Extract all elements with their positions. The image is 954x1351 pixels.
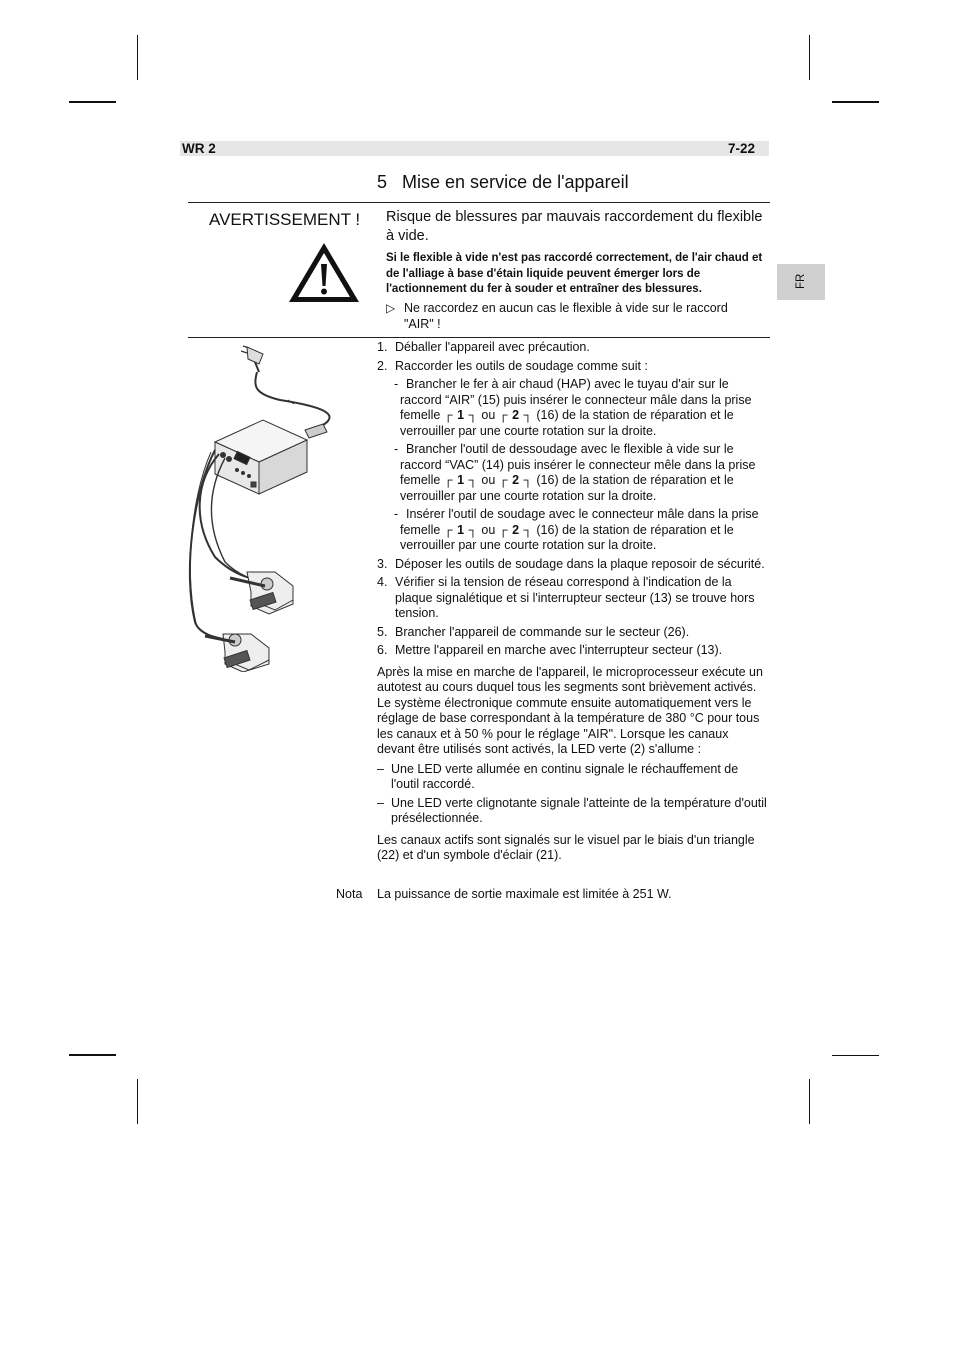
autotest-paragraph: Après la mise en marche de l'appareil, le microprocesseur exécute un autotest au cours duquel tous les segments sont brièvement activés. Le système électronique commute ensuite automatiquement vers le réglage de base correspondant à la température de 380 °C pour tous les canaux et à 50 % pour le réglage "AIR". Lorsque les canaux devant être utilisés sont activés, la LED verte (2) s'allume : (377, 664, 763, 756)
instruction-content (377, 340, 769, 868)
step-item (377, 643, 769, 659)
section-number: 5 (377, 172, 388, 192)
crop-mark (69, 1054, 116, 1056)
step-number: 2. (377, 358, 388, 373)
step-item (377, 557, 769, 573)
socket-1-label: ┌ 1 ┐ (443, 522, 478, 537)
led-bullet (377, 762, 769, 793)
step-item (377, 575, 769, 622)
step-text: Brancher l'appareil de commande sur le secteur (26). (395, 624, 690, 639)
crop-mark (137, 1079, 138, 1124)
section-title-text: Mise en service de l'appareil (402, 172, 629, 192)
step-item (377, 625, 769, 641)
bullet-dash: – (377, 795, 384, 810)
crop-mark (809, 35, 810, 80)
bullet-text: Une LED verte clignotante signale l'atteinte de la température d'outil présélectionnée. (391, 795, 767, 825)
substep-text: Brancher le fer à air chaud (HAP) avec le tuyau d'air sur le raccord “AIR” (15) puis insérer le connecteur mâle dans la prise femelle (400, 377, 752, 422)
substep-dash: - (394, 507, 399, 521)
section-title (377, 172, 629, 193)
socket-or: ou (481, 473, 496, 487)
step-number: 1. (377, 340, 388, 354)
socket-1-label: ┌ 1 ┐ (443, 473, 478, 487)
substep-text: (16) de la station de réparation et le verrouiller par une courte rotation sur la droite. (400, 473, 734, 503)
bullet-dash: – (377, 761, 384, 776)
substep-dash: - (394, 377, 399, 391)
language-tab (777, 264, 825, 300)
step-item (377, 359, 769, 375)
step-text: Déposer les outils de soudage dans la plaque reposoir de sécurité. (395, 556, 765, 571)
bullet-text: Une LED verte allumée en continu signale le réchauffement de l'outil raccordé. (391, 761, 739, 791)
step-number: 3. (377, 556, 388, 571)
socket-2-label: ┌ 2 ┐ (498, 522, 533, 537)
step-text: Mettre l'appareil en marche avec l'interrupteur secteur (13). (395, 643, 723, 657)
step-text: Déballer l'appareil avec précaution. (395, 340, 590, 354)
triangle-right-icon: ▷ (386, 301, 396, 315)
socket-2-label: ┌ 2 ┐ (498, 473, 533, 487)
step-item (377, 340, 769, 356)
substep-text: Insérer l'outil de soudage avec le connecteur mâle dans la prise femelle (400, 507, 759, 537)
header-model: WR 2 (182, 141, 216, 156)
warning-description: Si le flexible à vide n'est pas raccordé correctement, de l'air chaud et de l'alliage à base d'étain liquide peuvent émerger lors de l'actionnement du fer à souder et entraîner des blessures. (386, 252, 763, 295)
socket-1-label: ┌ 1 ┐ (443, 408, 478, 422)
step-text: Vérifier si la tension de réseau correspond à l'indication de la plaque signalétique et si l'interrupteur secteur (13) se trouve hors tension. (395, 575, 755, 620)
led-bullet (377, 796, 769, 827)
step-number: 4. (377, 575, 388, 589)
step-number: 5. (377, 624, 388, 639)
tool-holder (205, 634, 269, 672)
crop-mark (832, 1055, 879, 1056)
channels-paragraph: Les canaux actifs sont signalés sur le visuel par le biais d'un triangle (22) et d'un symbole d'éclair (21). (377, 832, 755, 862)
crop-mark (809, 1079, 810, 1124)
substep-item (377, 377, 769, 439)
page-header (180, 141, 769, 156)
socket-2-label: ┌ 2 ┐ (498, 408, 533, 422)
warning-title: Risque de blessures par mauvais raccordement du flexible à vide. (386, 209, 763, 244)
substep-item (377, 507, 769, 554)
language-tab-label: FR (795, 273, 807, 289)
mains-plug-icon (241, 346, 263, 372)
substep-text: Brancher l'outil de dessoudage avec le flexible à vide sur le raccord “VAC” (14) puis insérer le connecteur mêle dans la prise femelle (400, 442, 756, 487)
header-page-number: 7-22 (727, 141, 755, 156)
nota-label: Nota (336, 887, 363, 901)
warning-triangle-icon (287, 241, 361, 304)
nota-text: La puissance de sortie maximale est limitée à 251 W. (377, 887, 672, 901)
substep-text: (16) de la station de réparation et le verrouiller par une courte rotation sur la droite. (400, 408, 734, 438)
device-illustration (185, 342, 335, 672)
divider (188, 337, 770, 338)
crop-mark (137, 35, 138, 80)
warning-instruction-text: Ne raccordez en aucun cas le flexible à vide sur le raccord "AIR" ! (404, 301, 728, 331)
substep-dash: - (394, 442, 399, 456)
socket-or: ou (481, 522, 496, 537)
step-text: Raccorder les outils de soudage comme suit : (395, 358, 648, 373)
substep-text: (16) de la station de réparation et le verrouiller par une courte rotation sur la droite. (400, 522, 734, 552)
substep-item (377, 442, 769, 504)
warning-label: AVERTISSEMENT ! (209, 210, 361, 229)
socket-or: ou (481, 408, 496, 422)
divider (188, 202, 770, 203)
crop-mark (69, 101, 116, 103)
tool-holder (230, 572, 293, 614)
repair-station-unit (215, 420, 307, 494)
crop-mark (832, 101, 879, 103)
step-number: 6. (377, 643, 388, 657)
